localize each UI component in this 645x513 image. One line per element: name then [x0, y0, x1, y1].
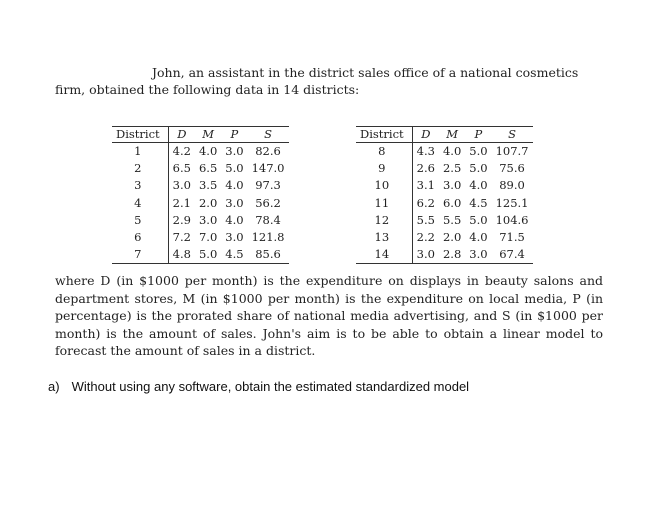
value-cell: 4.0 — [198, 144, 218, 158]
value-cell: 4.0 — [469, 230, 488, 245]
column-header: M — [202, 127, 214, 141]
district-cell: 10 — [356, 177, 412, 194]
value-cell: 4.5 — [469, 195, 488, 210]
value-cell: 3.0 — [225, 144, 244, 158]
value-cell: 2.2 — [416, 230, 435, 245]
value-cell: 2.0 — [198, 195, 218, 210]
district-cell: 5 — [112, 212, 168, 229]
value-cell: 5.5 — [416, 212, 435, 227]
table-row — [356, 229, 533, 246]
value-cell: 3.0 — [172, 178, 191, 193]
value-cell: 56.2 — [255, 195, 281, 210]
question-label: a) — [48, 379, 60, 394]
data-table-left-wrap — [112, 126, 289, 264]
district-cell: 7 — [112, 246, 168, 264]
column-header: District — [356, 127, 412, 143]
table-row — [356, 160, 533, 177]
value-cell: 4.5 — [225, 247, 244, 262]
value-cell: 121.8 — [251, 230, 285, 245]
value-cell: 3.0 — [225, 230, 244, 245]
column-header: S — [508, 127, 516, 141]
value-cell: 5.0 — [469, 161, 488, 176]
value-cell: 3.0 — [442, 178, 462, 193]
column-header: D — [177, 127, 187, 141]
district-cell: 4 — [112, 195, 168, 212]
column-header: S — [264, 127, 272, 141]
value-cell: 6.0 — [442, 195, 462, 210]
value-cell: 97.3 — [255, 178, 281, 193]
value-cell: 4.8 — [172, 247, 191, 262]
value-cell: 2.5 — [442, 161, 462, 176]
value-cell: 3.0 — [225, 195, 244, 210]
value-cell: 2.6 — [416, 161, 435, 176]
question-text: Without using any software, obtain the estimated standardized model — [71, 379, 470, 394]
value-cell: 6.2 — [416, 195, 435, 210]
value-cell: 85.6 — [255, 247, 281, 262]
district-cell: 13 — [356, 229, 412, 246]
district-cell: 3 — [112, 177, 168, 194]
column-header: D — [421, 127, 431, 141]
value-cell: 4.0 — [469, 178, 488, 193]
question-a — [48, 379, 469, 394]
value-cell: 4.3 — [416, 144, 435, 158]
value-cell: 4.0 — [442, 144, 462, 158]
data-table-left — [112, 126, 289, 264]
description-paragraph: where D (in $1000 per month) is the expenditure on displays in beauty salons and department stores, M (in $1000 per month) is the expenditure on local media, P (in percentage) is the prorated share of national media advertising, and S (in $1000 per month) is the amount of sales. John's aim is to be able to obtain a linear model to forecast the amount of sales in a district. — [55, 273, 603, 359]
table-header-row — [112, 127, 289, 143]
value-cell: 3.1 — [416, 178, 435, 193]
table-row — [112, 195, 289, 212]
value-cell: 2.8 — [442, 247, 462, 262]
table-row — [356, 143, 533, 161]
description-text — [55, 272, 603, 360]
district-cell: 6 — [112, 229, 168, 246]
intro-text — [55, 64, 603, 98]
value-cell: 5.0 — [469, 212, 488, 227]
table-row — [112, 246, 289, 264]
district-cell: 9 — [356, 160, 412, 177]
district-cell: 12 — [356, 212, 412, 229]
data-table-right-wrap — [356, 126, 533, 264]
table-row — [356, 212, 533, 229]
intro-paragraph: John, an assistant in the district sales office of a national cosmetics firm, obtained the following data in 14 districts: — [55, 65, 579, 97]
value-cell: 4.0 — [225, 178, 244, 193]
value-cell: 7.2 — [172, 230, 191, 245]
column-header: M — [446, 127, 458, 141]
value-cell: 4.0 — [225, 212, 244, 227]
value-cell: 78.4 — [255, 212, 281, 227]
value-cell: 82.6 — [255, 144, 281, 158]
value-cell: 5.0 — [469, 144, 488, 158]
value-cell: 5.0 — [225, 161, 244, 176]
district-cell: 2 — [112, 160, 168, 177]
table-row — [112, 212, 289, 229]
value-cell: 125.1 — [495, 195, 529, 210]
value-cell: 89.0 — [499, 178, 525, 193]
district-cell: 11 — [356, 195, 412, 212]
value-cell: 107.7 — [495, 144, 529, 158]
value-cell: 4.2 — [172, 144, 191, 158]
value-cell: 5.5 — [442, 212, 462, 227]
table-row — [356, 177, 533, 194]
value-cell: 5.0 — [198, 247, 218, 262]
value-cell: 3.0 — [416, 247, 435, 262]
column-header: P — [474, 127, 483, 141]
value-cell: 67.4 — [499, 247, 525, 262]
district-cell: 14 — [356, 246, 412, 264]
value-cell: 3.5 — [198, 178, 218, 193]
value-cell: 2.1 — [172, 195, 191, 210]
district-cell: 1 — [112, 143, 168, 161]
value-cell: 7.0 — [198, 230, 218, 245]
table-row — [112, 229, 289, 246]
column-header: District — [112, 127, 168, 143]
table-header-row — [356, 127, 533, 143]
column-header: P — [230, 127, 239, 141]
data-table-right — [356, 126, 533, 264]
value-cell: 2.0 — [442, 230, 462, 245]
table-row — [356, 246, 533, 264]
table-row — [112, 143, 289, 161]
table-row — [112, 177, 289, 194]
value-cell: 104.6 — [495, 212, 529, 227]
value-cell: 6.5 — [172, 161, 191, 176]
value-cell: 2.9 — [172, 212, 191, 227]
value-cell: 3.0 — [198, 212, 218, 227]
value-cell: 71.5 — [499, 230, 525, 245]
value-cell: 147.0 — [251, 161, 285, 176]
value-cell: 75.6 — [499, 161, 525, 176]
district-cell: 8 — [356, 143, 412, 161]
table-row — [112, 160, 289, 177]
table-row — [356, 195, 533, 212]
value-cell: 3.0 — [469, 247, 488, 262]
value-cell: 6.5 — [198, 161, 218, 176]
